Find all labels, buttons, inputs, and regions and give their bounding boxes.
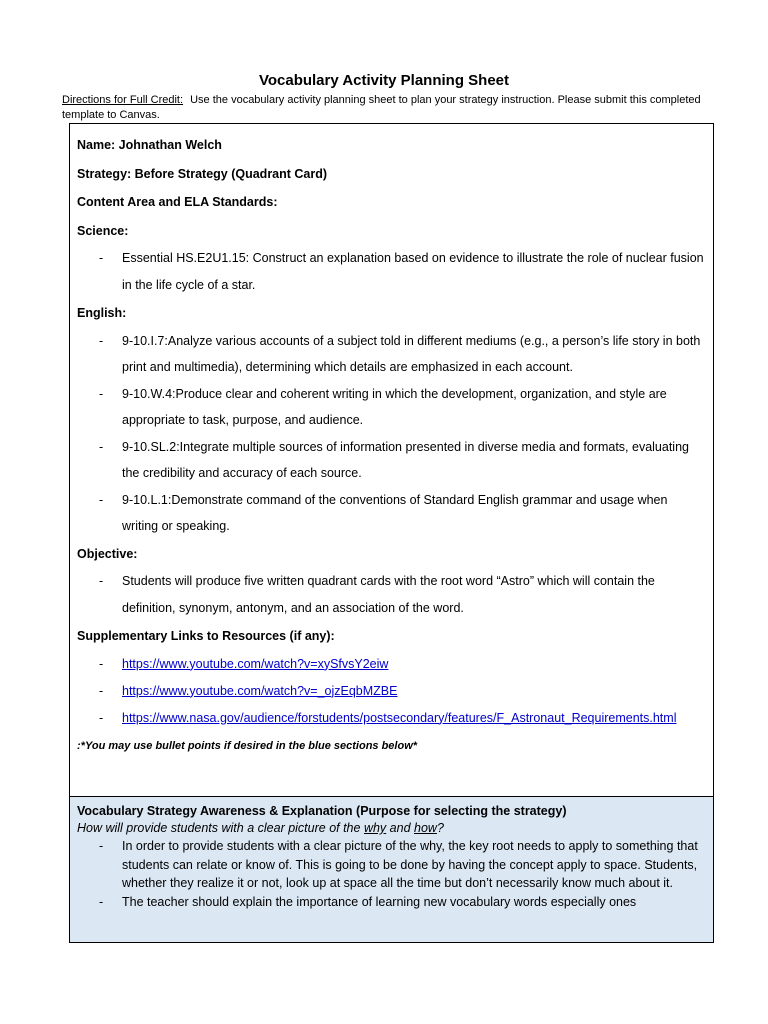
link-item bbox=[77, 651, 705, 678]
bullet-note: :*You may use bullet points if desired in the blue sections below* bbox=[77, 739, 418, 752]
english-item bbox=[77, 434, 705, 487]
objective-heading: Objective: bbox=[77, 546, 138, 561]
strategy-line: Strategy: Before Strategy (Quadrant Card) bbox=[77, 166, 328, 181]
bullet-dash: - bbox=[99, 894, 104, 909]
english-item bbox=[77, 487, 705, 540]
strategy-awareness-question bbox=[77, 820, 705, 837]
question-text-mid: and bbox=[386, 821, 414, 835]
science-item bbox=[77, 245, 705, 299]
bullet-dash: - bbox=[99, 439, 104, 454]
english-item-text: 9-10.SL.2:Integrate multiple sources of information presented in diverse media and formats, evaluating the credibility and accuracy of each source. bbox=[122, 439, 689, 480]
content-area-heading: Content Area and ELA Standards: bbox=[77, 195, 278, 209]
english-item-text: 9-10.W.4:Produce clear and coherent writing in which the development, organization, and style are appropriate to task, purpose, and audience. bbox=[122, 386, 667, 427]
links-heading: Supplementary Links to Resources (if any): bbox=[77, 629, 335, 643]
english-heading: English: bbox=[77, 306, 127, 320]
strategy-awareness-item bbox=[77, 837, 705, 893]
objective-item-text: Students will produce five written quadrant cards with the root word “Astro” which will contain the definition, synonym, antonym, and an association of the word. bbox=[122, 574, 655, 615]
strategy-awareness-item-text: In order to provide students with a clear picture of the why, the key root needs to apply to something that students can relate or know of. This is going to be done by having the concept apply to space. Students, whether they realize it or not, look up at space all the time but don’t necessarily know much about it. bbox=[122, 839, 698, 890]
strategy-awareness-item bbox=[77, 893, 705, 912]
form-upper-section bbox=[70, 124, 713, 796]
bullet-dash: - bbox=[99, 386, 104, 401]
question-why: why bbox=[363, 821, 387, 835]
science-heading: Science: bbox=[77, 223, 129, 238]
bullet-dash: - bbox=[99, 710, 104, 725]
bullet-dash: - bbox=[99, 656, 104, 671]
link-item bbox=[77, 678, 705, 705]
question-text-start: How will provide students with a clear picture of the bbox=[77, 821, 364, 835]
resource-link-youtube-1[interactable]: https://www.youtube.com/watch?v=xySfvsY2eiw bbox=[122, 656, 389, 671]
english-item-text: 9-10.L.1:Demonstrate command of the conventions of Standard English grammar and usage when writing or speaking. bbox=[122, 492, 668, 533]
directions-lead: Directions for Full Credit: bbox=[62, 94, 184, 106]
bullet-dash: - bbox=[99, 251, 104, 265]
directions bbox=[62, 93, 722, 123]
strategy-awareness-item-text: The teacher should explain the importance of learning new vocabulary words especially ones bbox=[122, 894, 637, 909]
english-item bbox=[77, 381, 705, 434]
science-item-text: Essential HS.E2U1.15: Construct an explanation based on evidence to illustrate the role of nuclear fusion in the life cycle of a star. bbox=[122, 251, 704, 292]
objective-item bbox=[77, 568, 705, 622]
bullet-dash: - bbox=[99, 839, 104, 853]
page-title: Vocabulary Activity Planning Sheet bbox=[258, 72, 510, 89]
strategy-awareness-section bbox=[70, 796, 713, 943]
question-how: how bbox=[414, 821, 437, 835]
bullet-dash: - bbox=[99, 683, 104, 698]
bullet-dash: - bbox=[99, 574, 104, 588]
resource-link-youtube-2[interactable]: https://www.youtube.com/watch?v=_ojzEqbMZBE bbox=[122, 683, 398, 698]
planning-form bbox=[69, 123, 714, 943]
question-text-end: ? bbox=[436, 821, 444, 835]
bullet-dash: - bbox=[99, 333, 104, 348]
english-item-text: 9-10.I.7:Analyze various accounts of a subject told in different mediums (e.g., a person’s life story in both print and multimedia), determining which details are emphasized in each account. bbox=[122, 333, 701, 374]
strategy-awareness-heading: Vocabulary Strategy Awareness & Explanation (Purpose for selecting the strategy) bbox=[77, 804, 567, 818]
directions-text: Use the vocabulary activity planning sheet to plan your strategy instruction. Please submit this completed template to Canvas. bbox=[62, 94, 701, 121]
link-item bbox=[77, 705, 705, 732]
bullet-dash: - bbox=[99, 492, 104, 507]
name-line: Name: Johnathan Welch bbox=[77, 138, 222, 152]
english-item bbox=[77, 328, 705, 381]
resource-link-nasa[interactable]: https://www.nasa.gov/audience/forstudents/postsecondary/features/F_Astronaut_Requirements.html bbox=[122, 710, 677, 725]
